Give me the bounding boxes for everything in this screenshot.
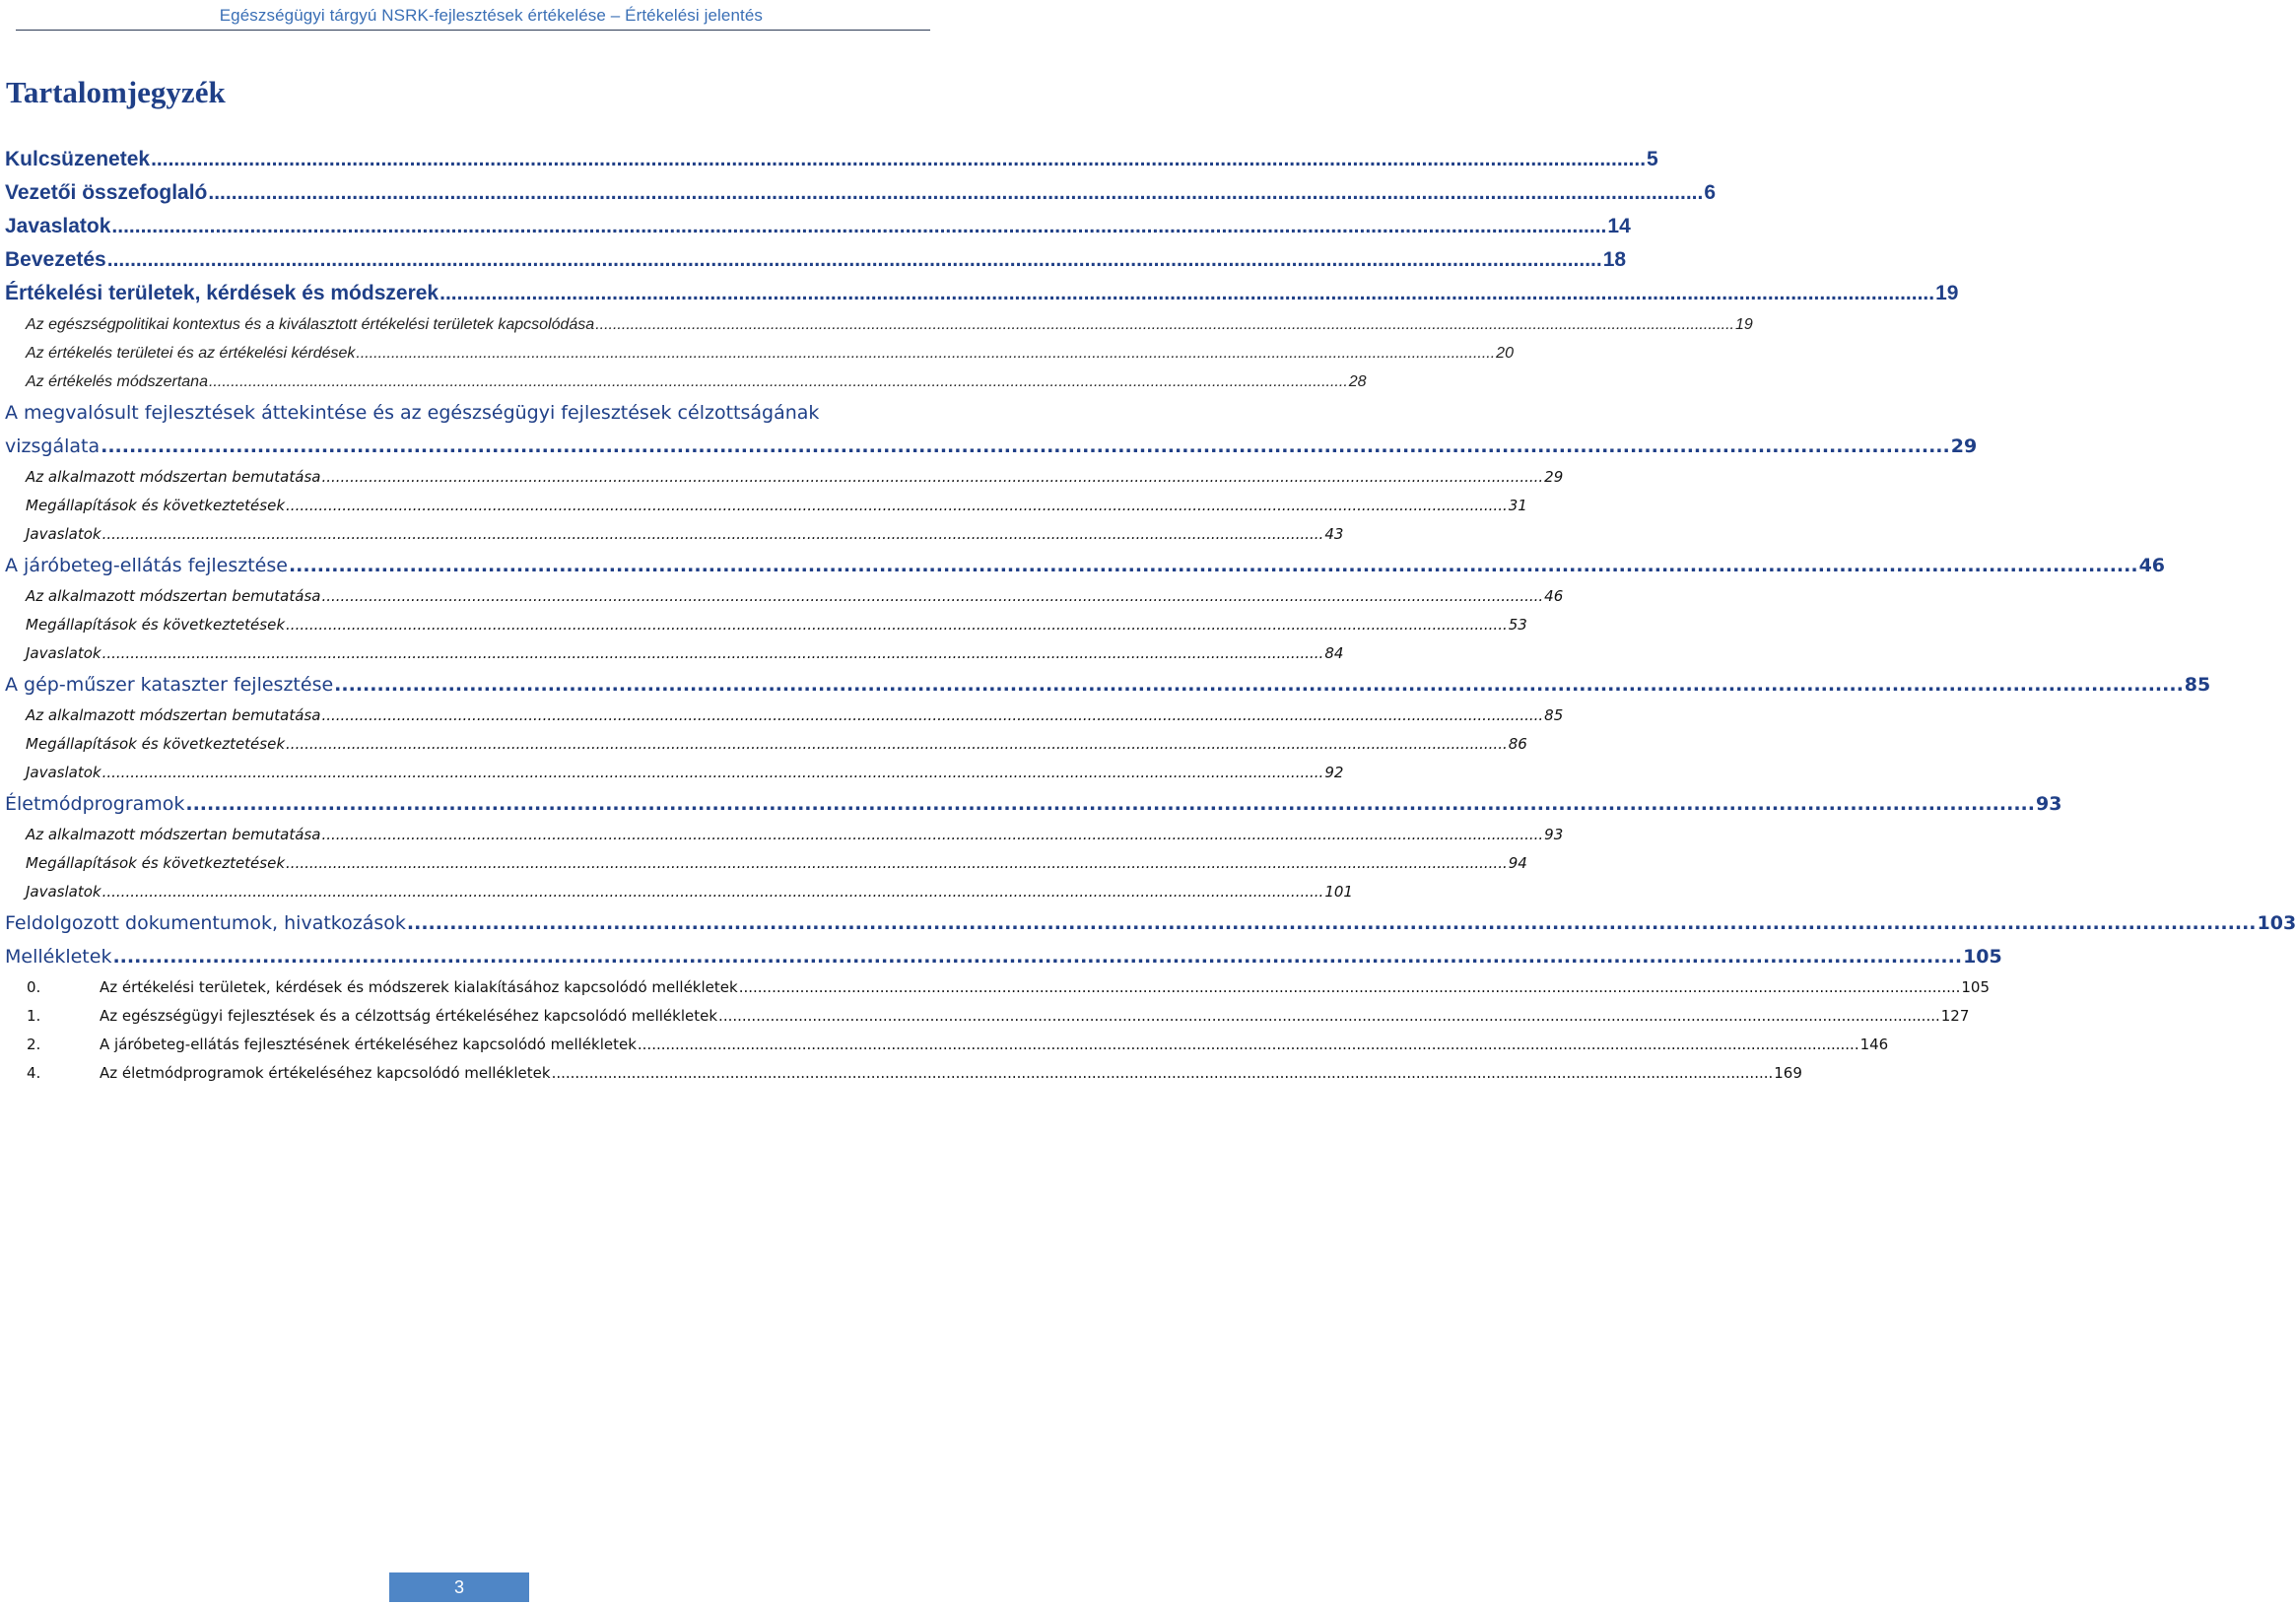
dot-leader (289, 549, 2138, 582)
toc-entry-page: 105 (1961, 978, 1991, 996)
toc-entry-title: Megállapítások és következtetések (26, 497, 286, 514)
toc-entry-title: Az értékelés módszertana (26, 373, 208, 390)
toc-entry-mellekletek[interactable] (5, 940, 2002, 973)
toc-entry-title: Az egészségpolitikai kontextus és a kiválasztott értékelési területek kapcsolódása (26, 316, 595, 333)
dot-leader (151, 143, 1646, 176)
dot-leader (356, 339, 1495, 368)
toc-entry-title: Az értékelési területek, kérdések és módszerek kialakításához kapcsolódó mellékletek (100, 978, 738, 996)
toc-entry-megvalosult-line2[interactable] (5, 430, 1978, 463)
toc-entry-title: Feldolgozott dokumentumok, hivatkozások (5, 912, 406, 934)
dot-leader (407, 906, 2257, 940)
dot-leader (286, 849, 1508, 878)
toc-entry-title: Javaslatok (26, 644, 101, 662)
dot-leader (209, 368, 1348, 396)
toc-entry-page: 85 (1544, 706, 1564, 724)
toc-annex-number: 0. (27, 978, 41, 996)
toc-entry-page: 46 (2138, 555, 2166, 576)
dot-leader (112, 940, 1962, 973)
toc-subentry[interactable] (5, 821, 1564, 849)
toc-entry-page: 31 (1508, 497, 1527, 514)
toc-entry-title: Javaslatok (5, 215, 111, 237)
dot-leader (321, 463, 1543, 492)
toc-entry-title: Megállapítások és következtetések (26, 854, 286, 872)
toc-annex-number: 4. (27, 1064, 41, 1082)
toc-entry-page: 94 (1508, 854, 1527, 872)
toc-subentry[interactable] (5, 878, 1353, 906)
toc-entry-title: A járóbeteg-ellátás fejlesztésének értékeléséhez kapcsolódó mellékletek (100, 1036, 637, 1053)
toc-annex-entry[interactable] (5, 973, 1991, 1002)
toc-entry-page: 105 (1963, 946, 2002, 968)
toc-annex-entry[interactable] (5, 1059, 1802, 1088)
toc-entry-title: A gép-műszer kataszter fejlesztése (5, 674, 334, 696)
toc-entry-page: 6 (1704, 181, 1717, 204)
toc-entry-eletmodprogramok[interactable] (5, 787, 2062, 821)
toc-entry-javaslatok[interactable] (5, 210, 1631, 243)
dot-leader (321, 582, 1543, 611)
toc-subentry[interactable] (5, 463, 1564, 492)
toc-entry-title: Életmódprogramok (5, 793, 185, 815)
header-rule (16, 30, 930, 31)
dot-leader (286, 611, 1508, 639)
toc-annex-number: 1. (27, 1007, 41, 1025)
running-header: Egészségügyi tárgyú NSRK-fejlesztések értékelése – Értékelési jelentés (219, 6, 763, 25)
toc-subentry[interactable] (5, 339, 1514, 368)
dot-leader (334, 668, 2184, 702)
toc-entry-title: Mellékletek (5, 946, 112, 968)
toc-entry-title: Értékelési területek, kérdések és módszerek (5, 282, 439, 304)
toc-subentry[interactable] (5, 759, 1344, 787)
toc-entry-title: Javaslatok (26, 883, 101, 901)
dot-leader (107, 243, 1602, 277)
toc-subentry[interactable] (5, 368, 1367, 396)
toc-entry-title: Az életmódprogramok értékeléséhez kapcsolódó mellékletek (100, 1064, 551, 1082)
toc-annex-number: 2. (27, 1036, 41, 1053)
toc-entry-title: Az egészségügyi fejlesztések és a célzottság értékeléséhez kapcsolódó mellékletek (100, 1007, 718, 1025)
toc-entry-bevezetes[interactable] (5, 243, 1627, 277)
toc-entry-page: 18 (1602, 248, 1627, 271)
dot-leader (286, 492, 1508, 520)
toc-entry-page: 84 (1324, 644, 1344, 662)
toc-entry-title: Kulcsüzenetek (5, 148, 151, 170)
toc-entry-vezetoi-osszefoglalo[interactable] (5, 176, 1717, 210)
toc-entry-megvalosult-line1[interactable] (5, 396, 941, 430)
toc-subentry[interactable] (5, 730, 1527, 759)
toc-entry-page: 19 (1935, 282, 1959, 304)
dot-leader (552, 1059, 1774, 1088)
toc-entry-title: Javaslatok (26, 525, 101, 543)
dot-leader (111, 210, 1606, 243)
toc-entry-title: Megállapítások és következtetések (26, 616, 286, 634)
toc-entry-ertekelesi-teruletek[interactable] (5, 277, 1959, 310)
toc-annex-entry[interactable] (5, 1002, 1970, 1031)
toc-entry-page: 101 (1324, 883, 1353, 901)
toc-annex-entry[interactable] (5, 1031, 1889, 1059)
toc-entry-title: Az alkalmazott módszertan bemutatása (26, 826, 321, 843)
page-number-box (389, 1572, 529, 1602)
toc-entry-title: Az alkalmazott módszertan bemutatása (26, 468, 321, 486)
toc-entry-page: 146 (1859, 1036, 1889, 1053)
toc-entry-title: Megállapítások és következtetések (26, 735, 286, 753)
toc-entry-page: 46 (1544, 587, 1564, 605)
toc-entry-title: Javaslatok (26, 764, 101, 781)
dot-leader (102, 759, 1324, 787)
toc-entry-page: 53 (1508, 616, 1527, 634)
dot-leader (101, 430, 1950, 463)
dot-leader (321, 702, 1543, 730)
toc-subentry[interactable] (5, 310, 1753, 339)
toc-entry-page: 14 (1607, 215, 1631, 237)
toc-entry-page: 93 (2035, 793, 2062, 815)
table-of-contents (5, 143, 2296, 1088)
page-number: 3 (453, 1577, 464, 1597)
toc-subentry[interactable] (5, 639, 1344, 668)
toc-entry-page: 92 (1324, 764, 1344, 781)
dot-leader (286, 730, 1508, 759)
dot-leader (102, 520, 1324, 549)
dot-leader (739, 973, 1961, 1002)
toc-entry-title: vizsgálata (5, 435, 101, 457)
dot-leader (185, 787, 2035, 821)
dot-leader (208, 176, 1703, 210)
toc-entry-page: 103 (2257, 912, 2296, 934)
toc-entry-page: 19 (1734, 316, 1753, 333)
toc-subentry[interactable] (5, 702, 1564, 730)
toc-entry-feldolgozott-dokumentumok[interactable] (5, 906, 2296, 940)
dot-leader (595, 310, 1734, 339)
toc-entry-page: 29 (1544, 468, 1564, 486)
toc-entry-page: 5 (1647, 148, 1658, 170)
dot-leader (102, 639, 1324, 668)
toc-entry-page: 86 (1508, 735, 1527, 753)
toc-subentry[interactable] (5, 582, 1564, 611)
toc-entry-page: 43 (1324, 525, 1344, 543)
toc-title: Tartalomjegyzék (6, 75, 226, 109)
toc-entry-title: Az alkalmazott módszertan bemutatása (26, 706, 321, 724)
toc-entry-gep-muszer[interactable] (5, 668, 2211, 702)
dot-leader (439, 277, 1934, 310)
toc-entry-title: Az alkalmazott módszertan bemutatása (26, 587, 321, 605)
toc-entry-page: 127 (1940, 1007, 1970, 1025)
dot-leader (102, 878, 1324, 906)
toc-entry-page: 169 (1774, 1064, 1802, 1082)
toc-entry-kulcsuzenetek[interactable] (5, 143, 1658, 176)
toc-entry-page: 29 (1950, 435, 1978, 457)
toc-entry-page: 93 (1544, 826, 1564, 843)
toc-entry-jarobeteg[interactable] (5, 549, 2166, 582)
dot-leader (321, 821, 1543, 849)
toc-entry-page: 85 (2184, 674, 2211, 696)
toc-entry-page: 28 (1348, 373, 1367, 390)
toc-subentry[interactable] (5, 520, 1344, 549)
toc-subentry[interactable] (5, 611, 1527, 639)
toc-entry-title: A megvalósult fejlesztések áttekintése és az egészségügyi fejlesztések célzottságának (5, 402, 820, 424)
dot-leader (718, 1002, 1940, 1031)
toc-subentry[interactable] (5, 492, 1527, 520)
dot-leader (638, 1031, 1859, 1059)
toc-entry-page: 20 (1496, 345, 1514, 362)
toc-entry-title: Vezetői összefoglaló (5, 181, 208, 204)
toc-subentry[interactable] (5, 849, 1527, 878)
toc-entry-title: Az értékelés területei és az értékelési kérdések (26, 345, 356, 362)
toc-entry-title: A járóbeteg-ellátás fejlesztése (5, 555, 288, 576)
toc-entry-title: Bevezetés (5, 248, 106, 271)
